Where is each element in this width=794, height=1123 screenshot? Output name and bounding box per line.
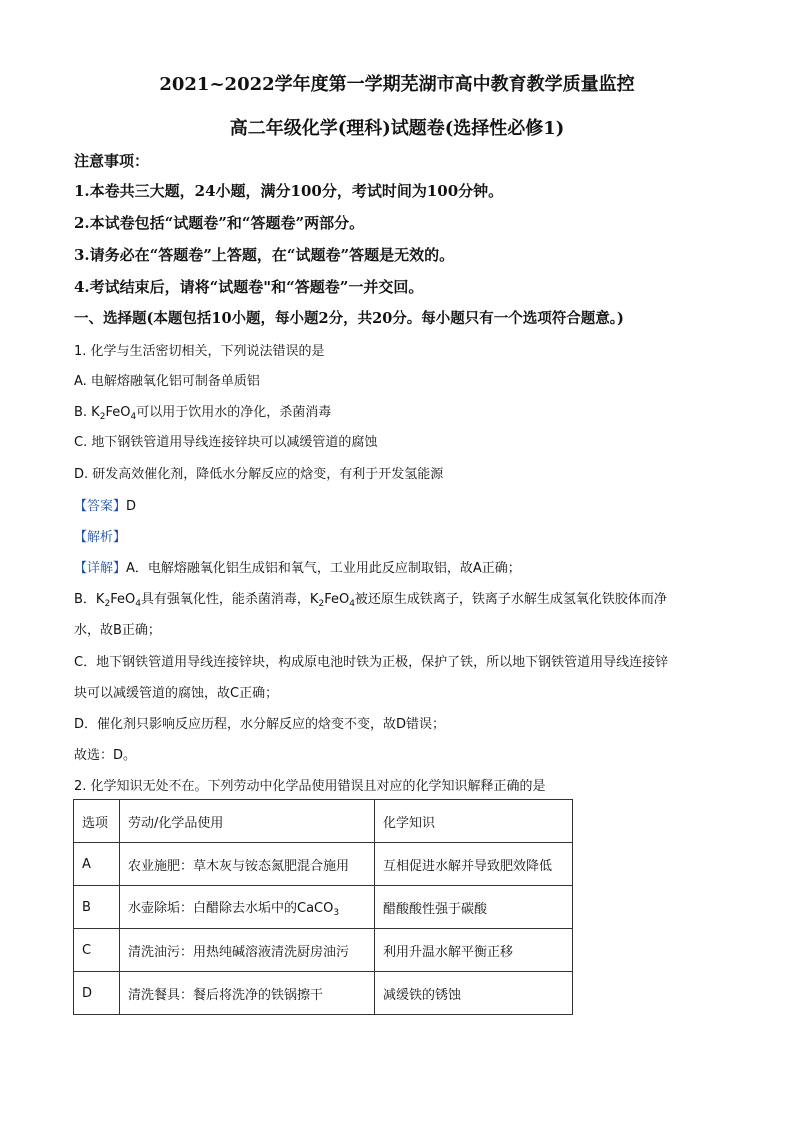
- table-row: [74, 886, 573, 929]
- answer-value: D: [126, 499, 137, 514]
- notes-item-2: 2.本试卷包括“试题卷”和“答题卷”两部分。: [74, 214, 365, 232]
- conclusion: 故选：D。: [74, 748, 137, 763]
- table-cell: 清洗油污：用热纯碱溶液清洗厨房油污: [120, 929, 375, 972]
- question-1-stem: 1. 化学与生活密切相关，下列说法错误的是: [74, 344, 325, 359]
- answer-tag: 【答案】: [74, 499, 127, 514]
- notes-heading: 注意事项：: [74, 152, 150, 170]
- analysis-tag: 【解析】: [74, 530, 127, 545]
- answer-line: [74, 495, 136, 514]
- table-cell: A: [74, 843, 120, 886]
- question-2-stem: 2. 化学知识无处不在。下列劳动中化学品使用错误且对应的化学知识解释正确的是: [74, 779, 546, 794]
- detail-c-line2: 块可以减缓管道的腐蚀，故C正确；: [74, 686, 279, 701]
- question-1-option-d: D. 研发高效催化剂，降低水分解反应的焓变，有利于开发氢能源: [74, 467, 444, 482]
- table-row: [74, 929, 573, 972]
- question-2-table: [73, 799, 573, 1015]
- table-cell: 利用升温水解平衡正移: [375, 929, 573, 972]
- detail-c-line1: C．地下钢铁管道用导线连接锌块，构成原电池时铁为正极，保护了铁，所以地下钢铁管道用导线连接锌: [74, 655, 669, 670]
- section-heading: 一、选择题(本题包括10小题，每小题2分，共20分。每小题只有一个选项符合题意。): [74, 310, 624, 327]
- question-1-option-b: B. $K_2FeO_4$可以用于饮用水的净化，杀菌消毒: [74, 405, 332, 422]
- table-cell: 醋酸酸性强于碳酸: [375, 886, 573, 929]
- table-header-cell: 劳动/化学品使用: [120, 800, 375, 843]
- notes-item-4: 4.考试结束后，请将“试题卷"和“答题卷”一并交回。: [74, 278, 424, 296]
- table-cell: B: [74, 886, 120, 929]
- detail-tag: 【详解】: [74, 561, 127, 576]
- notes-item-1: 1.本卷共三大题，24小题，满分100分，考试时间为100分钟。: [74, 182, 504, 200]
- notes-item-3: 3.请务必在“答题卷”上答题，在“试题卷”答题是无效的。: [74, 246, 455, 264]
- table-cell: C: [74, 929, 120, 972]
- table-cell: D: [74, 972, 120, 1015]
- detail-a: 【详解】A．电解熔融氧化铝生成铝和氧气，工业用此反应制取铝，故A正确；: [74, 561, 521, 576]
- table-header-row: [74, 800, 573, 843]
- table-cell: 清洗餐具：餐后将洗净的铁锅擦干: [120, 972, 375, 1015]
- detail-d: D．催化剂只影响反应历程，水分解反应的焓变不变，故D错误；: [74, 717, 446, 732]
- table-row: [74, 972, 573, 1015]
- table-cell: 互相促进水解并导致肥效降低: [375, 843, 573, 886]
- detail-b-line1: B．$K_2FeO_4$具有强氧化性，能杀菌消毒，$K_2FeO_4$被还原生成铁离子，铁离子水解生成氢氧化铁胶体而净: [74, 592, 667, 609]
- table-cell: 水壶除垢：白醋除去水垢中的CaCO$_3$: [120, 886, 375, 929]
- table-cell: 减缓铁的锈蚀: [375, 972, 573, 1015]
- table-header-cell: 化学知识: [375, 800, 573, 843]
- table-header-cell: 选项: [74, 800, 120, 843]
- detail-b-line2: 水，故B正确；: [74, 623, 161, 638]
- table-row: [74, 843, 573, 886]
- question-1-option-c: C. 地下钢铁管道用导线连接锌块可以减缓管道的腐蚀: [74, 435, 378, 450]
- question-1-option-a: A. 电解熔融氧化铝可制备单质铝: [74, 374, 260, 389]
- exam-title-line1: 2021~2022学年度第一学期芜湖市高中教育教学质量监控: [159, 74, 635, 95]
- table-cell: 农业施肥：草木灰与铵态氮肥混合施用: [120, 843, 375, 886]
- exam-title-line2: 高二年级化学(理科)试题卷(选择性必修1): [229, 118, 565, 139]
